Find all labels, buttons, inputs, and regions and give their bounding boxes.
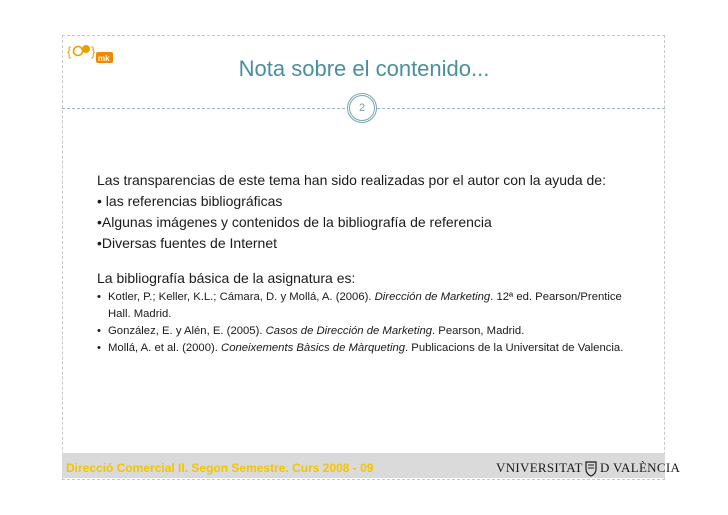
ref-text: . 12ª ed. Pearson/Prentice Hall. Madrid.: [108, 291, 622, 320]
university-logo: [496, 458, 681, 476]
page-number-badge: 2: [347, 93, 377, 123]
bibliography-item: [97, 323, 637, 340]
svg-text:mk: mk: [98, 54, 110, 63]
bullet: •: [97, 342, 101, 354]
intro-item: •Algunas imágenes y contenidos de la bibliografía de referencia: [97, 214, 492, 230]
slide-body: [97, 170, 637, 357]
ref-text: . Pearson, Madrid.: [432, 325, 525, 337]
intro-lead: Las transparencias de este tema han sido realizadas por el autor con la ayuda de:: [97, 172, 606, 188]
spacer: [97, 254, 637, 268]
svg-text:D VALÈNCIA: D VALÈNCIA: [600, 460, 681, 475]
bullet: •: [97, 325, 101, 337]
bibliography-item: [97, 340, 637, 357]
ref-text: Mollá, A. et al. (2000).: [108, 342, 222, 354]
bibliography-heading: La bibliografía básica de la asignatura es:: [97, 270, 356, 286]
ref-title: Coneixements Bàsics de Màrqueting: [221, 342, 406, 354]
intro-item: • las referencias bibliográficas: [97, 193, 283, 209]
slide-title: Nota sobre el contenido...: [238, 56, 490, 81]
bullet: •: [97, 291, 101, 303]
svg-text:VNIVERSITAT: VNIVERSITAT: [496, 460, 583, 475]
ref-text: . Publicacions de la Universitat de Valencia.: [405, 342, 624, 354]
course-label: Direcció Comercial II. Segon Semestre. Curs 2008 - 09: [66, 461, 374, 475]
intro-item: •Diversas fuentes de Internet: [97, 235, 277, 251]
ref-text: Kotler, P.; Keller, K.L.; Cámara, D. y Mollá, A. (2006).: [108, 291, 375, 303]
svg-text:}: }: [91, 44, 96, 59]
ref-text: González, E. y Alén, E. (2005).: [108, 325, 266, 337]
ref-title: Dirección de Marketing: [374, 291, 491, 303]
bibliography-list: [97, 289, 637, 357]
svg-text:{: {: [67, 44, 72, 59]
ref-title: Casos de Dirección de Marketing: [265, 325, 433, 337]
bibliography-item: [97, 289, 637, 323]
